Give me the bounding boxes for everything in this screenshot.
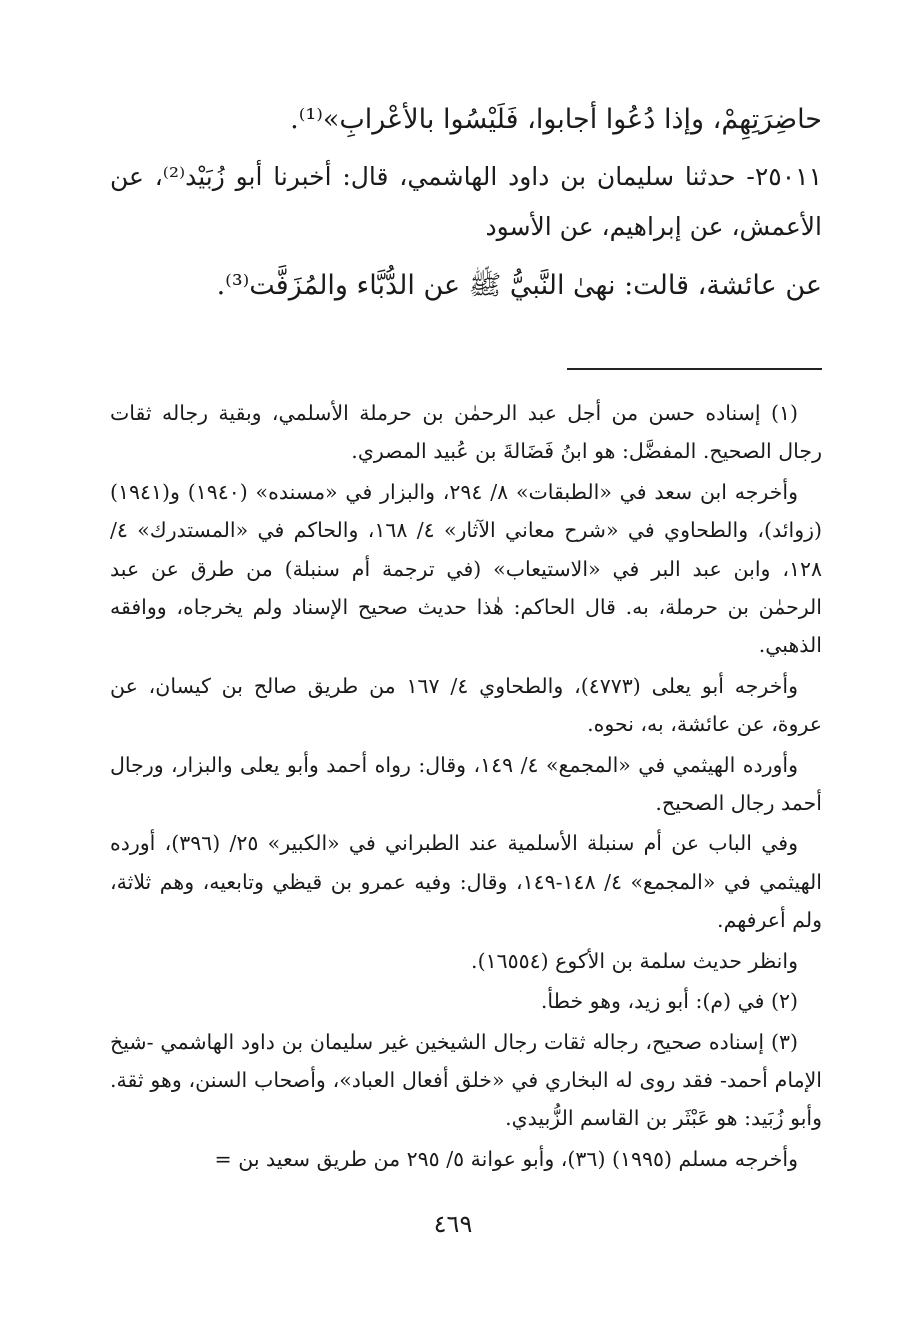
- footnotes: [110, 394, 822, 1180]
- page-number: ٤٦٩: [433, 1210, 473, 1238]
- isnad-text: حدثنا سليمان بن داود الهاشمي، قال: أخبرنا أبو زُبَيْد⁽²⁾، عن الأعمش، عن إبراهيم، عن الأسود: [110, 162, 822, 241]
- footnote-1: (١) إسناده حسن من أجل عبد الرحمٰن بن حرملة الأسلمي، وبقية رجاله ثقات رجال الصحيح. المفضَّل: هو ابنُ فَضَالةَ بن عُبيد المصري.: [110, 401, 822, 464]
- footnote-1-takhrij: وأخرجه ابن سعد في «الطبقات» ٨/ ٢٩٤، والبزار في «مسنده» (١٩٤٠) و(١٩٤١) (زوائد)، والطحاوي في «شرح معاني الآثار» ٤/ ١٦٨، والحاكم في «المستدرك» ٤/ ١٢٨، وابن عبد البر في «الاستيعاب» (في ترجمة أم سنبلة) من طرق عن عبد الرحمٰن بن حرملة، به. قال الحاكم: هٰذا حديث صحيح الإسناد ولم يخرجاه، ووافقه الذهبي.: [110, 479, 822, 658]
- footnote-1-abu-yala: وأخرجه أبو يعلى (٤٧٧٣)، والطحاوي ٤/ ١٦٧ من طريق صالح بن كيسان، عن عروة، عن عائشة، به، نحوه.: [110, 673, 822, 737]
- main-text: [110, 90, 822, 316]
- page-body: [110, 90, 822, 1171]
- footnote-1-see-also: وانظر حديث سلمة بن الأكوع (١٦٥٥٤).: [471, 948, 798, 973]
- footnote-1-haythami: وأورده الهيثمي في «المجمع» ٤/ ١٤٩، وقال: رواه أحمد وأبو يعلى والبزار، ورجال أحمد رجال الصحيح.: [110, 752, 822, 816]
- footnote-3-takhrij: وأخرجه مسلم (١٩٩٥) (٣٦)، وأبو عوانة ٥/ ٢٩٥ من طريق سعيد بن =: [214, 1146, 798, 1171]
- footnote-1-bab: وفي الباب عن أم سنبلة الأسلمية عند الطبراني في «الكبير» ٢٥/ (٣٩٦)، أورده الهيثمي في «المجمع» ٤/ ١٤٨-١٤٩، وقال: وفيه عمرو بن قيظي وتابعيه، وهم ثلاثة، ولم أعرفهم.: [110, 831, 822, 933]
- footnote-3: (٣) إسناده صحيح، رجاله ثقات رجال الشيخين غير سليمان بن داود الهاشمي -شيخ الإمام أحمد- فقد روى له البخاري في «خلق أفعال العباد»، وأصحاب السنن، وهو ثقة. وأبو زُبَيد: هو عَبْثَر بن القاسم الزُّبيدي.: [110, 1029, 822, 1131]
- hadith-number: ٢٥٠١١-: [746, 162, 822, 191]
- footnote-2: (٢) في (م): أبو زيد، وهو خطأ.: [540, 989, 798, 1014]
- hadith-matn: عن عائشة، قالت: نهىٰ النَّبيُّ ﷺ عن الدُّبَّاء والمُزَفَّت⁽³⁾.: [216, 270, 822, 301]
- hadith-isnad: [110, 152, 822, 252]
- hadith-ending-line: حاضِرَتِهِمْ، وإذا دُعُوا أجابوا، فَلَيْسُوا بالأعْرابِ»⁽¹⁾.: [290, 104, 822, 135]
- footnote-separator: [567, 368, 822, 370]
